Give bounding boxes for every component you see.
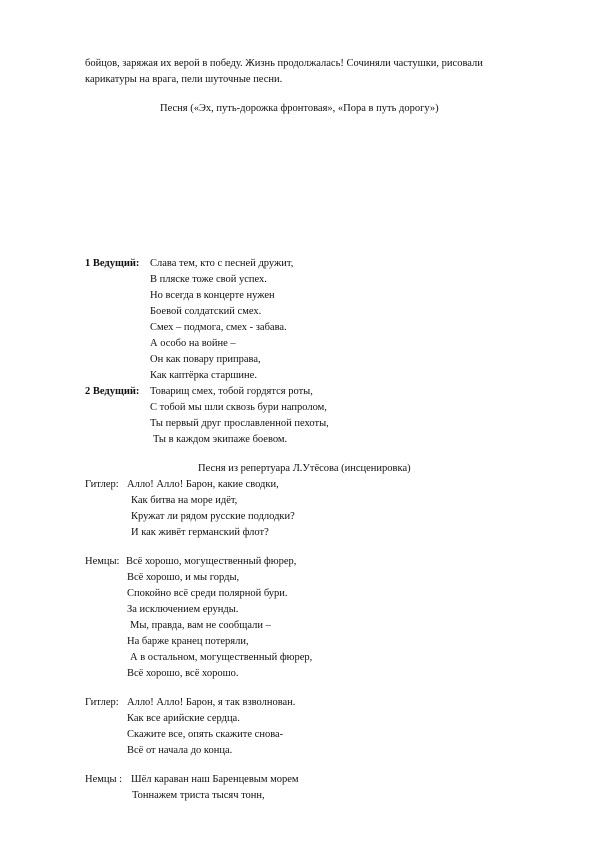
host-1-verse-line: Как каптёрка старшине. (150, 370, 257, 381)
host-1-label: 1 Ведущий: (85, 258, 140, 269)
germans-verse-line: Всё хорошо, могущественный фюрер, (126, 556, 297, 567)
hitler-verse-line: Всё от начала до конца. (127, 745, 233, 756)
hitler-verse-line: Как все арийские сердца. (127, 713, 240, 724)
germans-verse-line: Всё хорошо, и мы горды, (127, 572, 240, 583)
hitler-speaker-label: Гитлер: (85, 479, 119, 490)
germans-speaker-label: Немцы : (85, 774, 123, 785)
hitler-verse-line: Алло! Алло! Барон, я так взволнован. (127, 697, 296, 708)
song-heading-2: Песня из репертуара Л.Утёсова (инсценировка) (198, 463, 411, 474)
host-2-verse-line: Ты в каждом экипаже боевом. (153, 434, 288, 445)
germans-verse-line: На барже кранец потеряли, (127, 636, 249, 647)
host-2-verse-line: С тобой мы шли сквозь бури напролом, (150, 402, 327, 413)
intro-line-2: карикатуры на врага, пели шуточные песни. (85, 74, 283, 85)
host-1-verse-line: Но всегда в концерте нужен (150, 290, 275, 301)
host-1-verse-line: Слава тем, кто с песней дружит, (150, 258, 294, 269)
germans-verse-line: Мы, правда, вам не сообщали – (130, 620, 271, 631)
hitler-verse-line: Как битва на море идёт, (131, 495, 238, 506)
song-heading-1: Песня («Эх, путь-дорожка фронтовая», «Пора в путь дорогу») (160, 103, 439, 114)
hitler-verse-line: Алло! Алло! Барон, какие сводки, (127, 479, 279, 490)
germans-verse-line: А в остальном, могущественный фюрер, (130, 652, 313, 663)
germans-verse-line: Тоннажем триста тысяч тонн, (132, 790, 265, 801)
hitler-verse-line: И как живёт германский флот? (131, 527, 269, 538)
germans-verse-line: За исключением ерунды. (127, 604, 239, 615)
host-1-verse-line: Смех – подмога, смех - забава. (150, 322, 287, 333)
host-2-label: 2 Ведущий: (85, 386, 140, 397)
germans-verse-line: Спокойно всё среди полярной бури. (127, 588, 288, 599)
hitler-speaker-label: Гитлер: (85, 697, 119, 708)
germans-speaker-label: Немцы: (85, 556, 120, 567)
germans-verse-line: Всё хорошо, всё хорошо. (127, 668, 239, 679)
hitler-verse-line: Кружат ли рядом русские подлодки? (131, 511, 295, 522)
host-2-verse-line: Ты первый друг прославленной пехоты, (150, 418, 329, 429)
intro-line-1: бойцов, заряжая их верой в победу. Жизнь продолжалась! Сочиняли частушки, рисовали (85, 58, 483, 69)
host-1-verse-line: Он как повару приправа, (150, 354, 261, 365)
host-1-verse-line: Боевой солдатский смех. (150, 306, 262, 317)
host-1-verse-line: В пляске тоже свой успех. (150, 274, 267, 285)
host-2-verse-line: Товарищ смех, тобой гордятся роты, (150, 386, 313, 397)
host-1-verse-line: А особо на войне – (150, 338, 236, 349)
hitler-verse-line: Скажите все, опять скажите снова- (127, 729, 284, 740)
germans-verse-line: Шёл караван наш Баренцевым морем (131, 774, 299, 785)
